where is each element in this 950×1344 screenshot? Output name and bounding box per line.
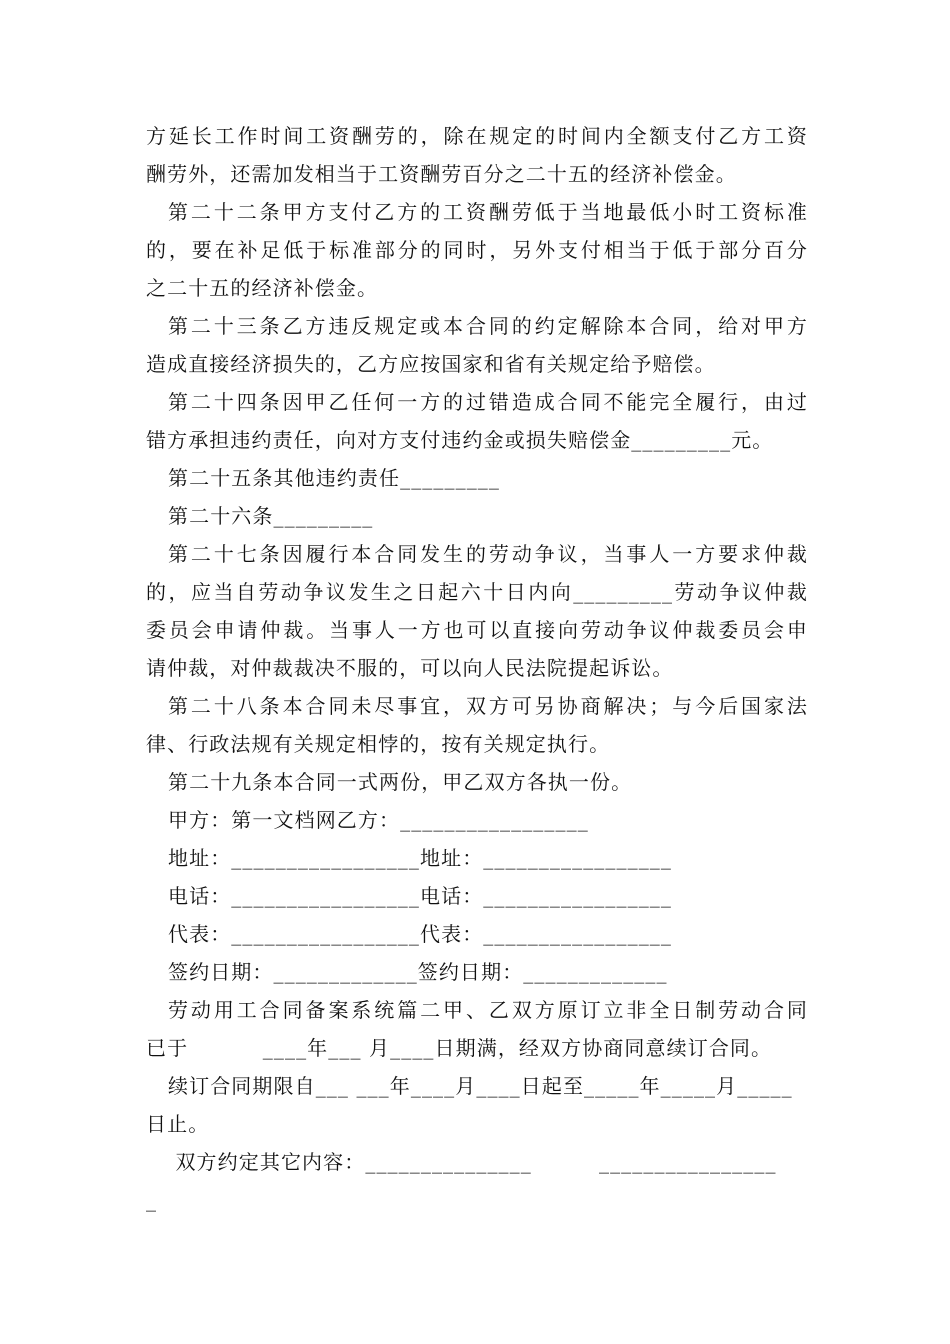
text-line: 第二十五条其他违约责任_________	[168, 466, 500, 490]
text-line: 的，要在补足低于标准部分的同时，另外支付相当于低于部分百分	[146, 238, 808, 262]
text-line: 第二十三条乙方违反规定或本合同的约定解除本合同，给对甲方	[168, 314, 808, 338]
signature-representative-line: 代表：_________________代表：_________________	[168, 922, 672, 946]
text-line: 第二十八条本合同未尽事宜，双方可另协商解决；与今后国家法	[168, 694, 808, 718]
text-line: 的，应当自劳动争议发生之日起六十日内向_________劳动争议仲裁	[146, 580, 808, 604]
text-line: 第二十六条_________	[168, 504, 374, 528]
signature-phone-line: 电话：_________________电话：_________________	[168, 884, 672, 908]
signature-party-line: 甲方：第一文档网乙方：_________________	[168, 808, 589, 832]
text-line: 双方约定其它内容：_______________ ________________	[168, 1150, 777, 1174]
text-line: 第二十四条因甲乙任何一方的过错造成合同不能完全履行，由过	[168, 390, 808, 414]
text-line: 续订合同期限自___ ___年____月____日起至_____年_____月_____	[168, 1074, 793, 1098]
text-line: 错方承担违约责任，向对方支付违约金或损失赔偿金_________元。	[146, 428, 774, 452]
trailing-underscore: _	[146, 1188, 158, 1212]
text-line: 律、行政法规有关规定相悖的，按有关规定执行。	[146, 732, 611, 756]
text-line: 委员会申请仲裁。当事人一方也可以直接向劳动争议仲裁委员会申	[146, 618, 808, 642]
text-line: 第二十九条本合同一式两份，甲乙双方各执一份。	[168, 770, 633, 794]
text-line: 造成直接经济损失的，乙方应按国家和省有关规定给予赔偿。	[146, 352, 716, 376]
text-line: 第二十七条因履行本合同发生的劳动争议，当事人一方要求仲裁	[168, 542, 808, 566]
text-line: 已于 ____年___ 月____日期满，经双方协商同意续订合同。	[146, 1036, 773, 1060]
document-body	[146, 117, 808, 1219]
text-line: 请仲裁，对仲裁裁决不服的，可以向人民法院提起诉讼。	[146, 656, 674, 680]
text-line: 日止。	[146, 1112, 210, 1136]
signature-address-line: 地址：_________________地址：_________________	[168, 846, 672, 870]
text-line: 方延长工作时间工资酬劳的，除在规定的时间内全额支付乙方工资	[146, 124, 808, 148]
text-line: 劳动用工合同备案系统篇二甲、乙双方原订立非全日制劳动合同	[168, 998, 808, 1022]
signature-date-line: 签约日期：_____________签约日期：_____________	[168, 960, 668, 984]
text-line: 第二十二条甲方支付乙方的工资酬劳低于当地最低小时工资标准	[168, 200, 808, 224]
text-line: 之二十五的经济补偿金。	[146, 276, 379, 300]
text-line: 酬劳外，还需加发相当于工资酬劳百分之二十五的经济补偿金。	[146, 162, 737, 186]
